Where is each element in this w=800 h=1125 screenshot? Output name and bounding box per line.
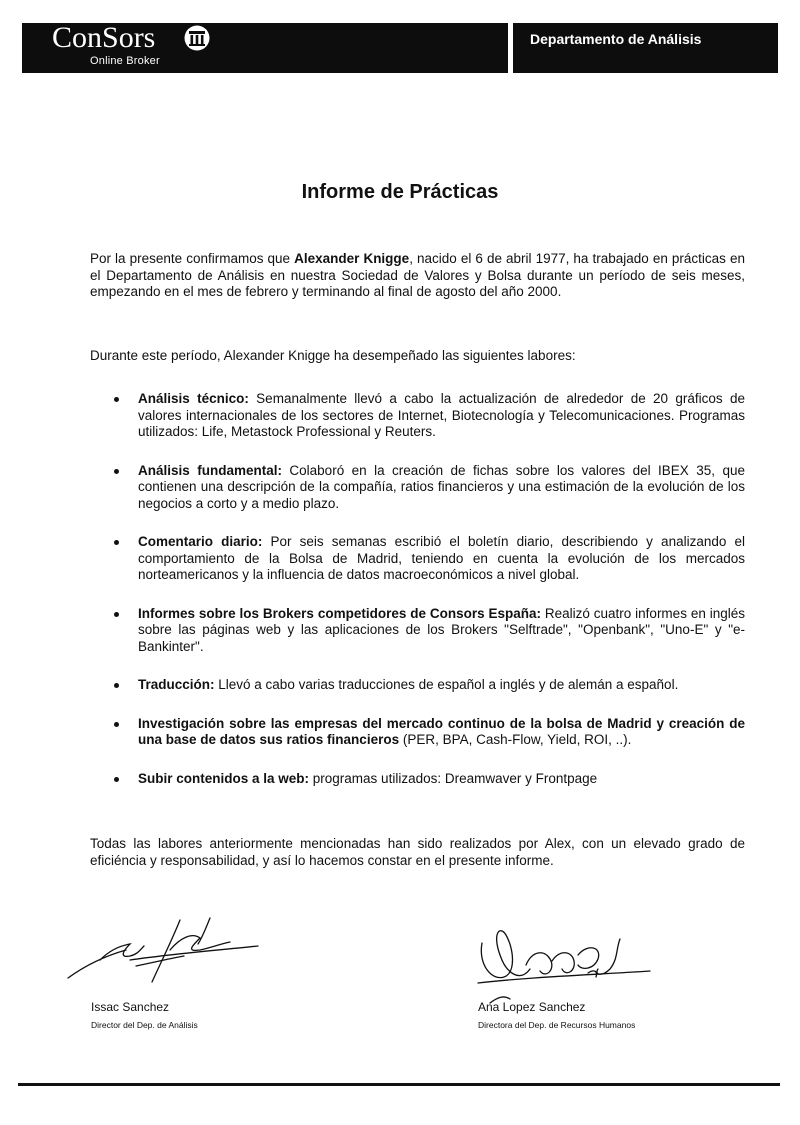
labor-item bbox=[90, 391, 745, 441]
labor-item bbox=[90, 463, 745, 513]
letterhead-bar bbox=[22, 23, 778, 73]
labor-text: programas utilizados: Dreamwaver y Frontpage bbox=[309, 770, 598, 786]
labor-item bbox=[90, 771, 745, 788]
signatory-role: Director del Dep. de Análisis bbox=[91, 1020, 198, 1030]
labor-heading: Traducción: bbox=[138, 677, 215, 692]
labor-text: Colaboró en la creación de fichas sobre los valores del IBEX 35, que contienen una descripción de la compañía, ratios financieros y una estimación de la evolución de los negocios a corto y a medio plazo. bbox=[138, 462, 745, 511]
labor-heading: Comentario diario: bbox=[138, 534, 263, 549]
department-label: Departamento de Análisis bbox=[530, 31, 702, 47]
signature-scribble-left bbox=[60, 910, 270, 990]
labor-text: (PER, BPA, Cash-Flow, Yield, ROI, ..). bbox=[399, 732, 632, 747]
labor-item bbox=[90, 716, 745, 749]
labors-list bbox=[90, 391, 745, 809]
labor-item bbox=[90, 606, 745, 656]
labor-heading: Investigación sobre las empresas del mercado continuo de la bolsa de Madrid y creación de una base de datos sus ratios financieros bbox=[138, 715, 745, 747]
labor-item bbox=[90, 677, 745, 694]
intro-rest: , nacido el 6 de abril 1977, ha trabajado en prácticas en el Departamento de Análisis en nuestra Sociedad de Valores y Bolsa durante un período de seis meses, empezando en el mes de febrero y terminando al final de agosto del año 2000. bbox=[90, 251, 745, 299]
bank-building-icon bbox=[184, 25, 210, 56]
intern-name: Alexander Knigge bbox=[294, 251, 410, 266]
labor-text: Semanalmente llevó a cabo la actualización de alrededor de 20 gráficos de valores internacionales de los sectores de Internet, Biotecnología y Telecomunicaciones. Programas utilizados: Life, Metastock Professional y Reuters. bbox=[138, 391, 745, 439]
labor-heading: Análisis técnico: bbox=[138, 391, 249, 406]
brand-name: ConSors bbox=[52, 21, 156, 54]
brand-tagline: Online Broker bbox=[90, 55, 160, 67]
labor-heading: Informes sobre los Brokers competidores de Consors España: bbox=[138, 605, 541, 621]
intro-lead: Por la presente confirmamos que bbox=[90, 251, 295, 266]
closing-paragraph: Todas las labores anteriormente mencionadas han sido realizados por Alex, con un elevado grado de eficiéncia y responsabilidad, y así lo hacemos constar en el presente informe. bbox=[90, 836, 745, 868]
labor-text: Por seis semanas escribió el boletín diario, describiendo y analizando el comportamiento de la Bolsa de Madrid, teniendo en cuenta la evolución de los mercados norteamericanos y la influencia de datos macroeconómicos a nivel global. bbox=[138, 534, 745, 582]
labor-heading: Subir contenidos a la web: bbox=[138, 770, 310, 786]
footer-rule bbox=[18, 1083, 780, 1086]
signatory-role: Directora del Dep. de Recursos Humanos bbox=[478, 1020, 636, 1030]
labor-item bbox=[90, 534, 745, 584]
labor-text: Realizó cuatro informes en inglés sobre las páginas web y las aplicaciones de los Brokers "Selftrade", "Openbank", "Uno-E" y "e-Bankinter". bbox=[138, 605, 745, 654]
signatory-name: Issac Sanchez bbox=[91, 1000, 170, 1014]
duties-intro: Durante este período, Alexander Knigge ha desempeñado las siguientes labores: bbox=[90, 348, 576, 363]
labor-text: Llevó a cabo varias traducciones de español a inglés y de alemán a español. bbox=[214, 677, 679, 692]
intro-paragraph bbox=[90, 251, 745, 301]
document-title: Informe de Prácticas bbox=[301, 181, 499, 203]
labor-heading: Análisis fundamental: bbox=[138, 462, 282, 478]
header-divider bbox=[508, 23, 513, 73]
signatory-name: Ana Lopez Sanchez bbox=[478, 1000, 586, 1014]
